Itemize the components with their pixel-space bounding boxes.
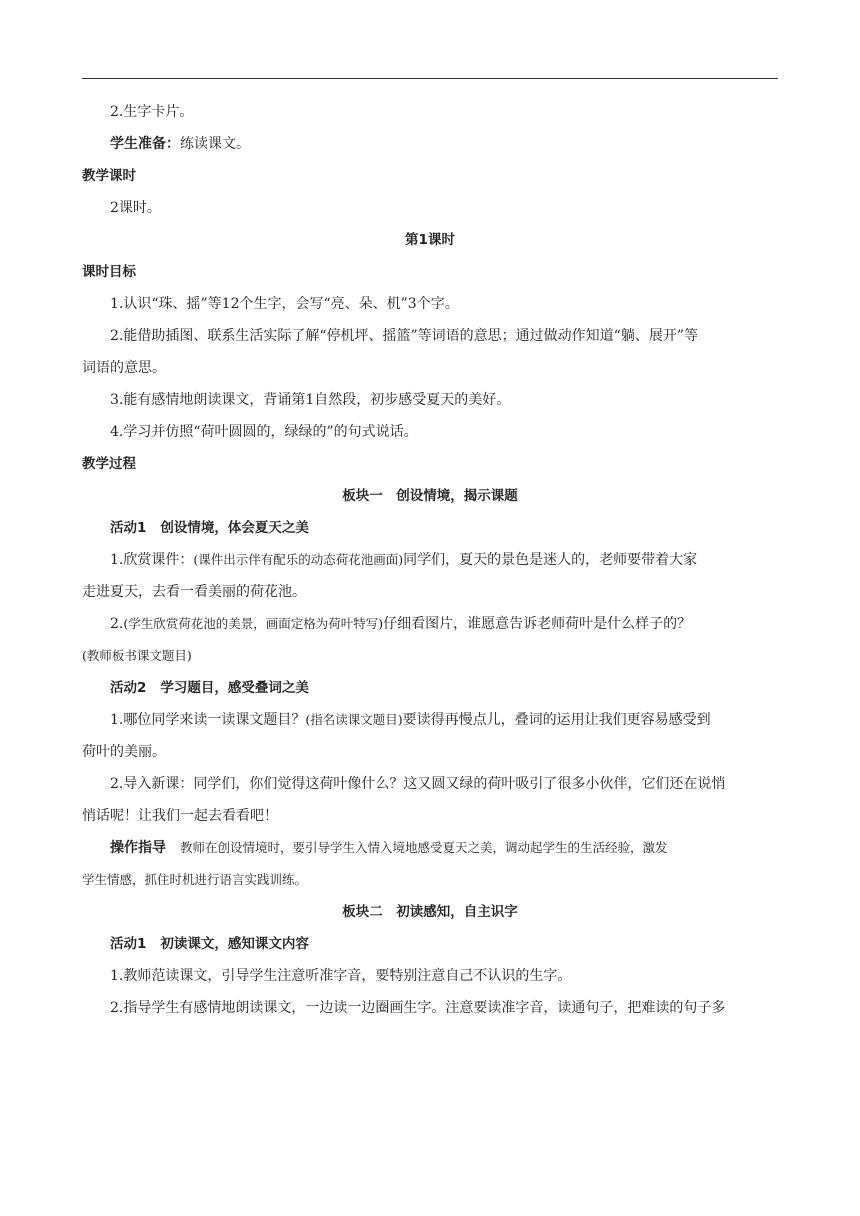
paragraph	[82, 128, 778, 160]
paragraph-text: 练读课文。	[180, 136, 250, 152]
paragraph-continuation: 走进夏天，去看一看美丽的荷花池。	[82, 584, 306, 600]
section-heading: 教学过程	[82, 456, 136, 472]
activity-name: 创设情境，体会夏天之美	[160, 520, 309, 536]
guide-paragraph	[82, 832, 778, 864]
activity-title	[82, 672, 778, 704]
activity-title	[82, 512, 778, 544]
inline-label: 学生准备：	[110, 136, 180, 152]
paragraph: 2.生字卡片。	[110, 104, 194, 120]
paragraph-text: 1.欣赏课件：	[110, 552, 194, 568]
goal-item: 1.认识“珠、摇”等12个生字，会写“亮、朵、机”3个字。	[110, 296, 459, 312]
goal-item: 4.学习并仿照“荷叶圆圆的，绿绿的”的句式说话。	[110, 424, 418, 440]
activity-number: 活动2	[110, 680, 147, 696]
guide-text-continuation: 学生情感，抓住时机进行语言实践训练。	[82, 872, 308, 887]
document-body	[82, 96, 778, 1024]
section-heading: 教学课时	[82, 168, 136, 184]
paragraph-text: 要读得再慢点儿，叠词的运用让我们更容易感受到	[402, 712, 711, 728]
activity-name: 学习题目，感受叠词之美	[160, 680, 309, 696]
stage-note: (指名读课文题目)	[305, 712, 403, 727]
paragraph: 2.导入新课：同学们，你们觉得这荷叶像什么？这又圆又绿的荷叶吸引了很多小伙伴，它们还在说悄	[110, 776, 726, 792]
paragraph: 1.教师范读课文，引导学生注意听准字音，要特别注意自己不认识的生字。	[110, 968, 572, 984]
stage-note: (学生欣赏荷花池的美景，画面定格为荷叶特写)	[123, 616, 384, 631]
paragraph-continuation: 荷叶的美丽。	[82, 744, 166, 760]
paragraph-text: 同学们，夏天的景色是迷人的，老师要带着大家	[403, 552, 698, 568]
header-rule	[82, 78, 778, 79]
paragraph	[82, 608, 778, 640]
goal-item-continuation: 词语的意思。	[82, 360, 166, 376]
block-title: 板块二 初读感知，自主识字	[342, 904, 518, 920]
activity-name: 初读课文，感知课文内容	[160, 936, 309, 952]
stage-note: (课件出示伴有配乐的动态荷花池画面)	[193, 552, 404, 567]
paragraph	[82, 704, 778, 736]
goal-item: 3.能有感情地朗读课文，背诵第1自然段，初步感受夏天的美好。	[110, 392, 511, 408]
activity-number: 活动1	[110, 520, 147, 536]
paragraph: 2课时。	[110, 200, 161, 216]
paragraph-continuation: 悄话呢！让我们一起去看看吧！	[82, 808, 278, 824]
paragraph: 2.指导学生有感情地朗读课文，一边读一边圈画生字。注意要读准字音，读通句子，把难读的句子多	[110, 1000, 726, 1016]
stage-note: (教师板书课文题目)	[82, 648, 192, 663]
activity-title	[82, 928, 778, 960]
section-heading: 课时目标	[82, 264, 136, 280]
paragraph-text: 1.哪位同学来读一读课文题目？	[110, 712, 306, 728]
paragraph	[82, 544, 778, 576]
paragraph-text: 2.	[110, 616, 124, 632]
period-title: 第1课时	[405, 232, 455, 248]
block-title: 板块一 创设情境，揭示课题	[342, 488, 518, 504]
activity-number: 活动1	[110, 936, 147, 952]
goal-item: 2.能借助插图、联系生活实际了解“停机坪、摇篮”等词语的意思；通过做动作知道“躺、展开”等	[110, 328, 698, 344]
paragraph-text: 仔细看图片，谁愿意告诉老师荷叶是什么样子的？	[383, 616, 692, 632]
guide-label: 操作指导	[110, 840, 166, 856]
guide-text: 教师在创设情境时，要引导学生入情入境地感受夏天之美，调动起学生的生活经验，激发	[180, 840, 668, 855]
